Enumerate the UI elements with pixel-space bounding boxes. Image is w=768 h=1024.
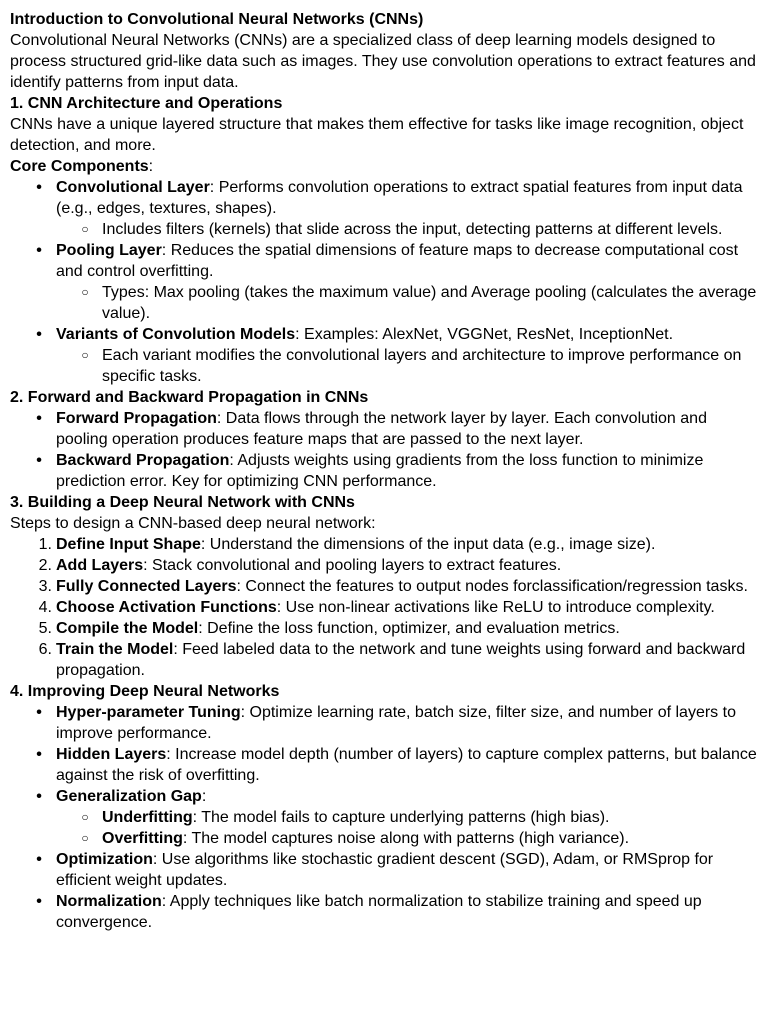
description: : Performs convolution operations to extract spatial features from input data (e.g., edges, textures, shapes). <box>56 179 743 217</box>
description: : Use algorithms like stochastic gradient descent (SGD), Adam, or RMSprop for efficient weight updates. <box>56 851 714 889</box>
section-1-paragraph: CNNs have a unique layered structure that makes them effective for tasks like image recognition, object detection, and more. <box>10 116 744 154</box>
circle-bullet-icon: ○ <box>81 222 89 236</box>
sub-list-item-overfitting <box>10 828 758 849</box>
list-item-normalization <box>10 891 758 933</box>
term: Choose Activation Functions <box>56 599 277 616</box>
intro-paragraph: Convolutional Neural Networks (CNNs) are a specialized class of deep learning models designed to process structured grid-like data such as images. They use convolution operations to extract features and identify patterns from input data. <box>10 32 756 91</box>
term: Hyper-parameter Tuning <box>56 704 241 721</box>
term: Optimization <box>56 851 153 868</box>
list-item-convolutional-layer <box>10 177 758 219</box>
list-item-optimization <box>10 849 758 891</box>
bullet-icon: • <box>36 242 42 259</box>
step-number: 4. <box>38 599 52 616</box>
improvement-list <box>10 702 758 933</box>
propagation-list <box>10 408 758 492</box>
bullet-icon: • <box>36 788 42 805</box>
step-number: 3. <box>38 578 52 595</box>
step-item <box>10 534 758 555</box>
step-item <box>10 618 758 639</box>
sub-list-item <box>10 219 758 240</box>
sub-description: Includes filters (kernels) that slide across the input, detecting patterns at different levels. <box>102 221 723 238</box>
step-item <box>10 597 758 618</box>
sub-list-item <box>10 345 758 387</box>
term: Add Layers <box>56 557 144 574</box>
core-components-label: Core Components: <box>10 158 154 175</box>
bullet-icon: • <box>36 893 42 910</box>
step-number: 2. <box>38 557 52 574</box>
circle-bullet-icon: ○ <box>81 348 89 362</box>
step-item <box>10 639 758 681</box>
description: : Define the loss function, optimizer, and evaluation metrics. <box>198 620 620 637</box>
description: : Examples: AlexNet, VGGNet, ResNet, InceptionNet. <box>295 326 674 343</box>
list-item-hidden-layers <box>10 744 758 786</box>
step-item <box>10 576 758 597</box>
document-title: Introduction to Convolutional Neural Networks (CNNs) <box>10 11 424 28</box>
section-3-paragraph: Steps to design a CNN-based deep neural network: <box>10 515 376 532</box>
term: Define Input Shape <box>56 536 201 553</box>
step-number: 1. <box>38 536 52 553</box>
section-1-heading: 1. CNN Architecture and Operations <box>10 95 283 112</box>
description: : Understand the dimensions of the input data (e.g., image size). <box>200 536 656 553</box>
term: Fully Connected Layers <box>56 578 237 595</box>
term: Compile the Model <box>56 620 199 637</box>
bullet-icon: • <box>36 704 42 721</box>
list-item-hyperparameter-tuning <box>10 702 758 744</box>
description: : Use non-linear activations like ReLU to introduce complexity. <box>276 599 715 616</box>
bullet-icon: • <box>36 452 42 469</box>
description: : Data flows through the network layer by layer. Each convolution and pooling operation produces feature maps that are passed to the next layer. <box>56 410 707 448</box>
circle-bullet-icon: ○ <box>81 285 89 299</box>
description: : Optimize learning rate, batch size, filter size, and number of layers to improve performance. <box>56 704 736 742</box>
bullet-icon: • <box>36 410 42 427</box>
circle-bullet-icon: ○ <box>81 831 89 845</box>
description: : Adjusts weights using gradients from the loss function to minimize prediction error. Key for optimizing CNN performance. <box>56 452 704 490</box>
steps-list <box>10 534 758 681</box>
bullet-icon: • <box>36 746 42 763</box>
description: : Feed labeled data to the network and tune weights using forward and backward propagation. <box>56 641 746 679</box>
term: Normalization <box>56 893 162 910</box>
section-4-heading: 4. Improving Deep Neural Networks <box>10 683 280 700</box>
sub-description: Types: Max pooling (takes the maximum value) and Average pooling (calculates the average value). <box>102 284 757 322</box>
description: : Increase model depth (number of layers) to capture complex patterns, but balance against the risk of overfitting. <box>56 746 757 784</box>
term: Forward Propagation <box>56 410 217 427</box>
term: Backward Propagation <box>56 452 230 469</box>
description: : Apply techniques like batch normalization to stabilize training and speed up convergence. <box>56 893 702 931</box>
sub-description: Each variant modifies the convolutional layers and architecture to improve performance on specific tasks. <box>102 347 742 385</box>
bullet-icon: • <box>36 326 42 343</box>
list-item-pooling-layer <box>10 240 758 282</box>
list-item-variants <box>10 324 758 345</box>
sub-term: Underfitting <box>102 809 193 826</box>
section-2-heading: 2. Forward and Backward Propagation in CNNs <box>10 389 369 406</box>
step-item <box>10 555 758 576</box>
term: Hidden Layers <box>56 746 167 763</box>
description: : Connect the features to output nodes forclassification/regression tasks. <box>236 578 748 595</box>
sub-term: Overfitting <box>102 830 183 847</box>
list-item-forward-propagation <box>10 408 758 450</box>
sub-list-item <box>10 282 758 324</box>
sub-description: : The model captures noise along with patterns (high variance). <box>182 830 630 847</box>
sub-description: : The model fails to capture underlying patterns (high bias). <box>192 809 610 826</box>
term: Pooling Layer <box>56 242 162 259</box>
term: Generalization Gap <box>56 788 202 805</box>
term: Train the Model <box>56 641 174 658</box>
term: Variants of Convolution Models <box>56 326 296 343</box>
sub-list-item-underfitting <box>10 807 758 828</box>
bullet-icon: • <box>36 851 42 868</box>
description: : Reduces the spatial dimensions of feature maps to decrease computational cost and control overfitting. <box>56 242 739 280</box>
description: : <box>201 788 207 805</box>
section-3-heading: 3. Building a Deep Neural Network with CNNs <box>10 494 355 511</box>
term: Convolutional Layer <box>56 179 210 196</box>
list-item-backward-propagation <box>10 450 758 492</box>
list-item-generalization-gap <box>10 786 758 807</box>
core-components-list <box>10 177 758 387</box>
step-number: 5. <box>38 620 52 637</box>
step-number: 6. <box>38 641 52 658</box>
circle-bullet-icon: ○ <box>81 810 89 824</box>
bullet-icon: • <box>36 179 42 196</box>
description: : Stack convolutional and pooling layers to extract features. <box>143 557 562 574</box>
core-components-term: Core Components <box>10 158 149 175</box>
